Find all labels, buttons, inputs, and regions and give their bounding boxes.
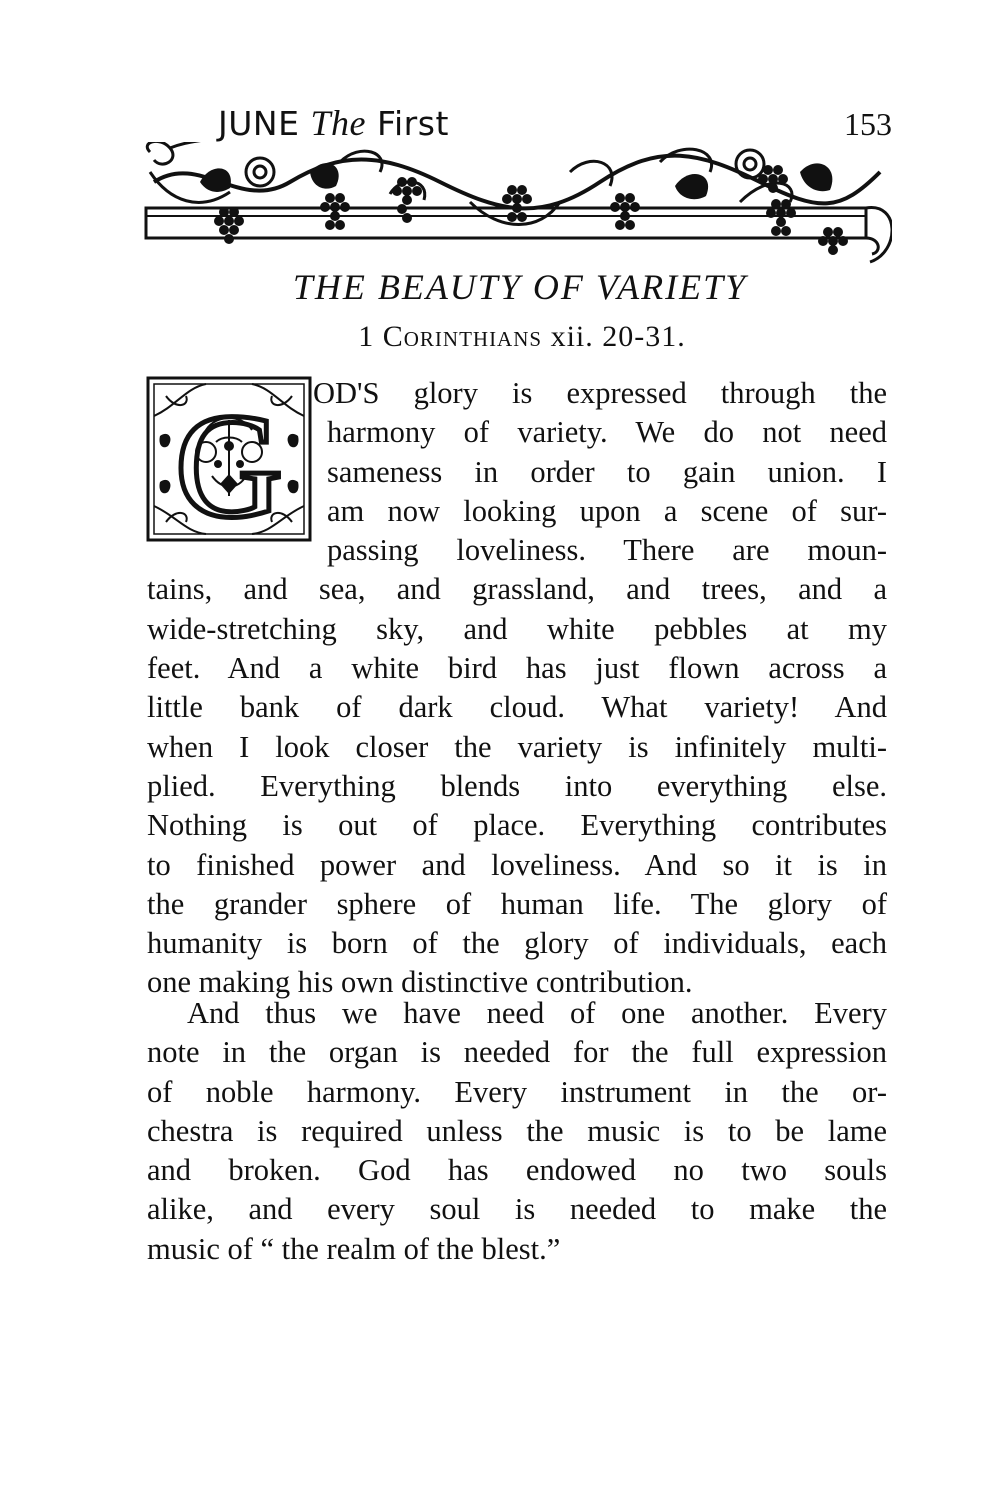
text-line: one making his own distinctive contribution.	[147, 965, 693, 1000]
text-line: music of “ the realm of the blest.”	[147, 1231, 561, 1266]
text-line: humanity is born of the glory of individuals, each	[147, 926, 887, 961]
chapter-title: THE BEAUTY OF VARIETY	[292, 267, 748, 307]
scripture-ref-verses: xii. 20-31.	[550, 320, 686, 353]
header-the: The	[310, 103, 366, 143]
page-header	[140, 98, 892, 266]
text-line: passing loveliness. There are moun-	[327, 533, 887, 568]
text-line: harmony of variety. We do not need	[327, 415, 887, 450]
text-line: chestra is required unless the music is to be lame	[147, 1113, 887, 1148]
page-number: 153	[844, 106, 892, 142]
text-line: when I look closer the variety is infinitely multi-	[147, 729, 887, 764]
text-line: OD'S glory is expressed through the	[313, 376, 887, 410]
header-month: JUNE	[218, 104, 300, 143]
text-line: of noble harmony. Every instrument in the or-	[147, 1074, 887, 1109]
text-line: And thus we have need of one another. Every	[187, 996, 887, 1030]
text-line: am now looking upon a scene of sur-	[327, 493, 887, 528]
text-line: feet. And a white bird has just flown across a	[147, 651, 887, 686]
text-line: sameness in order to gain union. I	[327, 454, 887, 489]
dropcap-letter: G	[174, 383, 284, 542]
running-title	[218, 102, 449, 144]
text-line: the grander sphere of human life. The glory of	[147, 886, 887, 921]
scripture-ref-book: Corinthians	[382, 320, 543, 353]
scripture-reference	[22, 320, 1000, 354]
text-line: alike, and every soul is needed to make the	[147, 1192, 887, 1227]
text-line: to finished power and loveliness. And so it is in	[147, 847, 887, 882]
header-day: First	[376, 104, 449, 143]
text-line: Nothing is out of place. Everything contributes	[147, 808, 887, 843]
text-line: plied. Everything blends into everything else.	[147, 768, 887, 803]
text-line: tains, and sea, and grassland, and trees, and a	[147, 572, 887, 607]
paragraph-2	[147, 994, 887, 1269]
text-line: note in the organ is needed for the full expression	[147, 1035, 887, 1070]
paragraph-1	[147, 374, 887, 1003]
text-line: and broken. God has endowed no two souls	[147, 1153, 887, 1188]
text-line: wide-stretching sky, and white pebbles at my	[147, 611, 887, 646]
text-line: little bank of dark cloud. What variety! And	[147, 690, 887, 725]
scripture-ref-number: 1	[358, 320, 375, 353]
vine-ornament-band	[140, 142, 892, 266]
